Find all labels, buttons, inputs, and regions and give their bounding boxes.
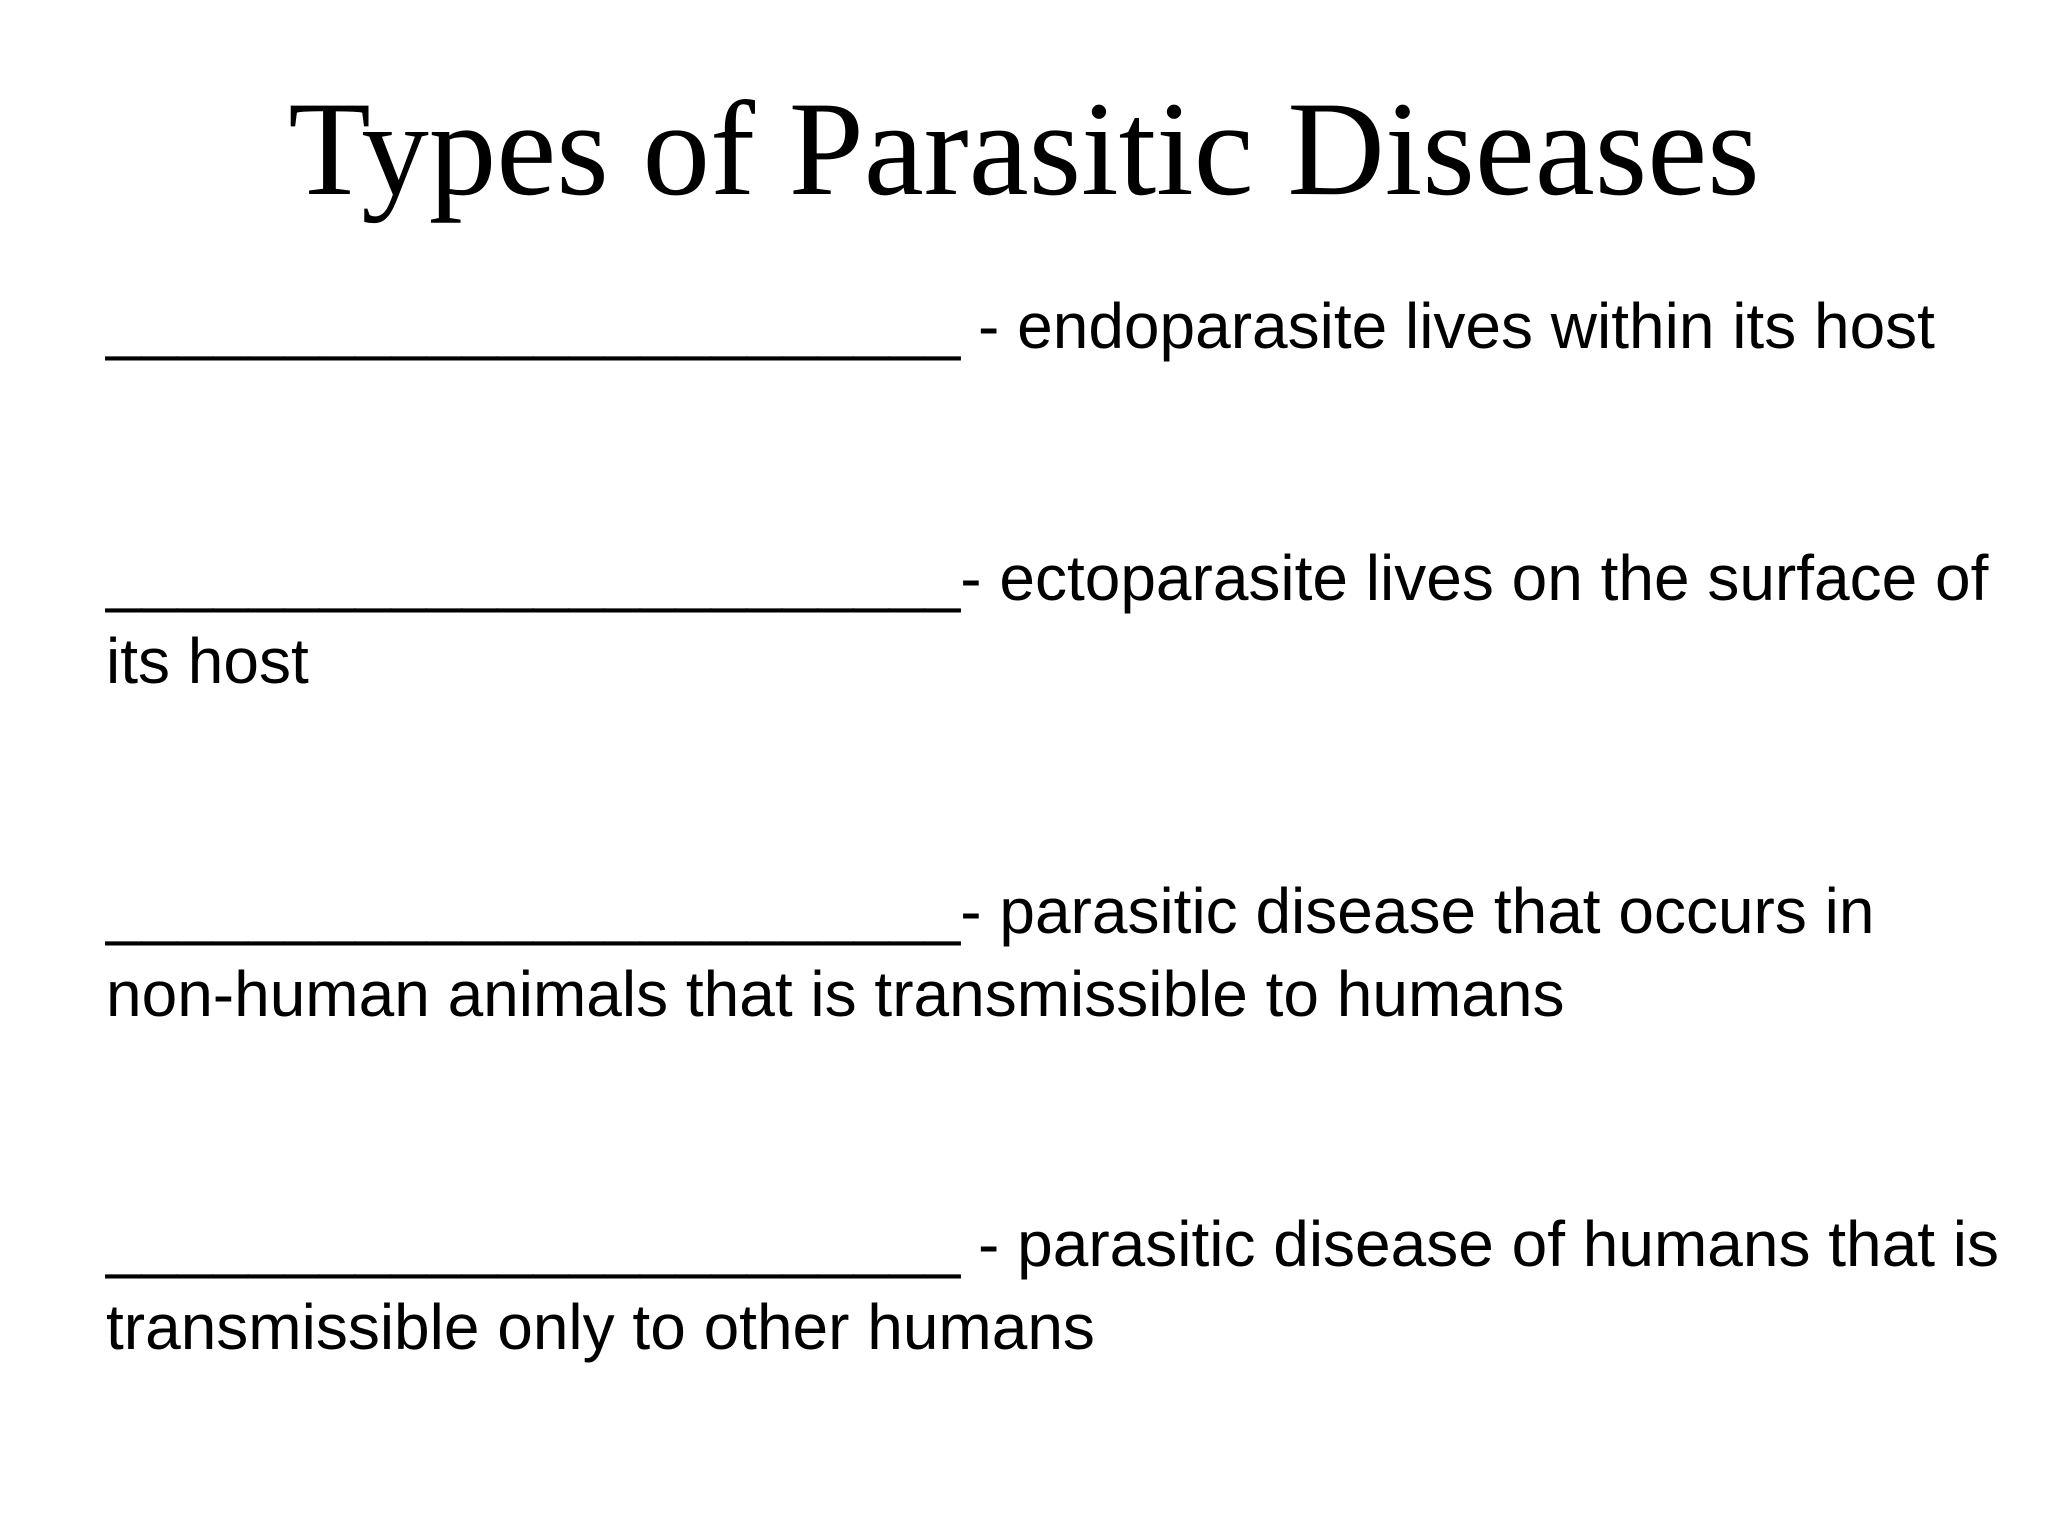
definition-item-ectoparasite: ________________________- ectoparasite lives on the surface of its host <box>106 542 1989 697</box>
slide-title: Types of Parasitic Diseases <box>288 75 1760 224</box>
definition-item-human-only: ________________________ - parasitic disease of humans that is transmissible only to other humans <box>106 1208 1999 1363</box>
definition-item-endoparasite: ________________________ - endoparasite lives within its host <box>106 290 1935 362</box>
definition-item-zoonotic: ________________________- parasitic disease that occurs in non-human animals that is transmissible to humans <box>106 875 1875 1030</box>
